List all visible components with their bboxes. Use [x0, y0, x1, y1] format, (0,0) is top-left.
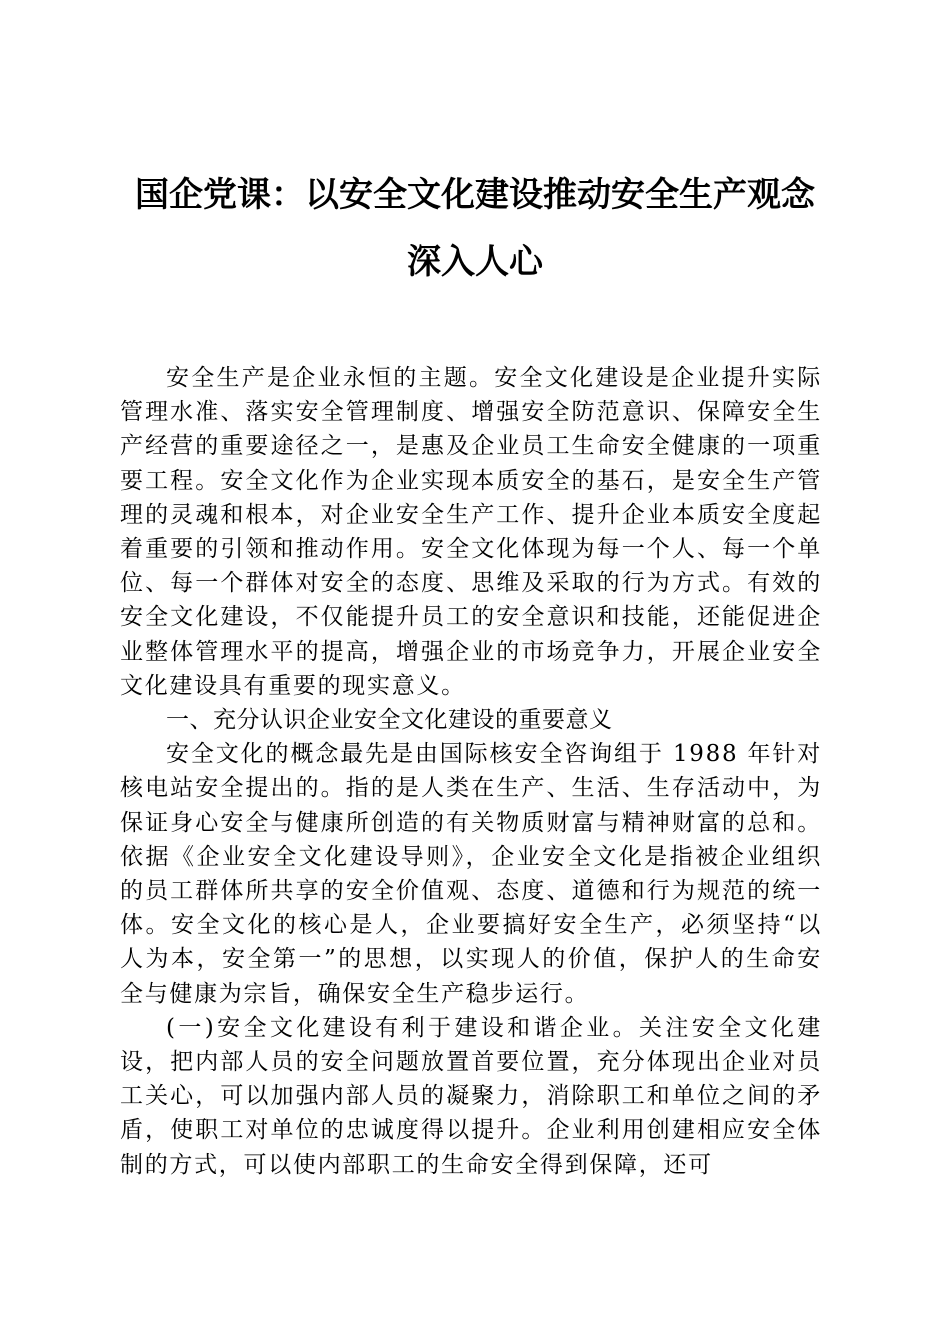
document-title-line-2: 深入人心 [407, 242, 543, 282]
paragraph-harmonious-enterprise: (一)安全文化建设有利于建设和谐企业。关注安全文化建设，把内部人员的安全问题放置首要位置，充分体现出企业对员工关心，可以加强内部人员的凝聚力，消除职工和单位之间的矛盾，使职工对单位的忠诚度得以提升。企业利用创建相应安全体制的方式，可以使内部职工的生命安全得到保障，还可 [120, 1014, 822, 1178]
paragraph-safety-culture-concept: 安全文化的概念最先是由国际核安全咨询组于 1988 年针对核电站安全提出的。指的是人类在生产、生活、生存活动中，为保证身心安全与健康所创造的有关物质财富与精神财富的总和。依据《企业安全文化建设导则》，企业安全文化是指被企业组织的员工群体所共享的安全价值观、态度、道德和行为规范的统一体。安全文化的核心是人，企业要搞好安全生产，必须坚持“以人为本，安全第一”的思想，以实现人的价值，保护人的生命安全与健康为宗旨，确保安全生产稳步运行。 [120, 741, 822, 1007]
document-title-line-1: 国企党课：以安全文化建设推动安全生产观念 [135, 175, 815, 215]
document-body [120, 361, 822, 1182]
paragraph-intro: 安全生产是企业永恒的主题。安全文化建设是企业提升实际管理水准、落实安全管理制度、增强安全防范意识、保障安全生产经营的重要途径之一，是惠及企业员工生命安全健康的一项重要工程。安全文化作为企业实现本质安全的基石，是安全生产管理的灵魂和根本，对企业安全生产工作、提升企业本质安全度起着重要的引领和推动作用。安全文化体现为每一个人、每一个单位、每一个群体对安全的态度、思维及采取的行为方式。有效的安全文化建设，不仅能提升员工的安全意识和技能，还能促进企业整体管理水平的提高，增强企业的市场竞争力，开展企业安全文化建设具有重要的现实意义。 [120, 365, 822, 699]
section-heading-1: 一、充分认识企业安全文化建设的重要意义 [166, 707, 613, 734]
